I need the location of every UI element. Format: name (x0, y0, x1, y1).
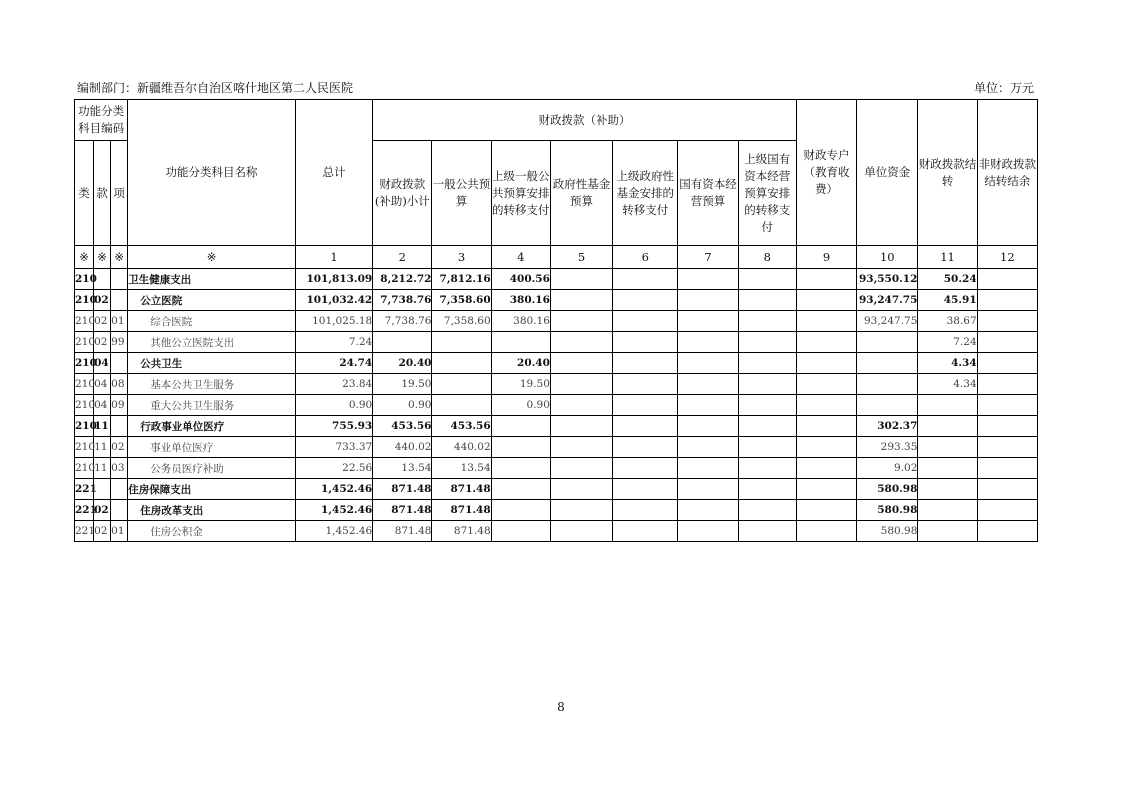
value-cell: 871.48 (373, 479, 432, 500)
fiscal-group-header: 财政拨款（补助） (373, 100, 797, 141)
value-cell (918, 458, 977, 479)
value-cell: 50.24 (918, 269, 977, 290)
kuan-cell: 02 (94, 311, 111, 332)
header-col-8: 上级国有资本经营预算安排的转移支付 (738, 141, 796, 246)
value-cell: 755.93 (295, 416, 372, 437)
value-cell: 580.98 (857, 479, 918, 500)
value-cell (613, 374, 678, 395)
kuan-cell: 04 (94, 395, 111, 416)
xiang-cell (111, 479, 128, 500)
xiang-cell: 99 (111, 332, 128, 353)
value-cell: 7,358.60 (432, 311, 491, 332)
item-name-cell: 基本公共卫生服务 (128, 374, 296, 395)
value-cell (738, 290, 796, 311)
xiang-cell: 03 (111, 458, 128, 479)
value-cell (678, 353, 738, 374)
value-cell: 101,032.42 (295, 290, 372, 311)
kuan-cell: 02 (94, 500, 111, 521)
index-cell: 3 (432, 246, 491, 269)
value-cell: 302.37 (857, 416, 918, 437)
name-header: 功能分类科目名称 (128, 100, 296, 246)
xiang-cell: 02 (111, 437, 128, 458)
value-cell (491, 437, 550, 458)
value-cell: 93,550.12 (857, 269, 918, 290)
value-cell (857, 332, 918, 353)
value-cell: 453.56 (373, 416, 432, 437)
value-cell: 7,358.60 (432, 290, 491, 311)
value-cell: 7.24 (295, 332, 372, 353)
kuan-cell: 04 (94, 353, 111, 374)
value-cell (738, 479, 796, 500)
value-cell (796, 521, 856, 542)
value-cell (550, 332, 612, 353)
kuan-cell: 02 (94, 521, 111, 542)
value-cell (491, 332, 550, 353)
value-cell (550, 500, 612, 521)
value-cell (678, 311, 738, 332)
lei-cell: 221 (75, 521, 94, 542)
value-cell (678, 458, 738, 479)
item-name-cell: 行政事业单位医疗 (128, 416, 296, 437)
value-cell (738, 395, 796, 416)
value-cell (796, 458, 856, 479)
value-cell (796, 290, 856, 311)
index-cell: ※ (94, 246, 111, 269)
index-cell: 5 (550, 246, 612, 269)
value-cell (977, 458, 1037, 479)
value-cell: 101,025.18 (295, 311, 372, 332)
value-cell (918, 395, 977, 416)
lei-cell: 210 (75, 458, 94, 479)
value-cell: 293.35 (857, 437, 918, 458)
item-name-cell: 综合医院 (128, 311, 296, 332)
lei-cell: 210 (75, 437, 94, 458)
unit-label: 单位：万元 (973, 81, 1034, 95)
value-cell (738, 374, 796, 395)
value-cell (977, 416, 1037, 437)
budget-table (74, 99, 1038, 542)
lei-header: 类 (75, 141, 94, 246)
value-cell (977, 311, 1037, 332)
table-body (75, 269, 1038, 542)
value-cell (678, 332, 738, 353)
value-cell: 4.34 (918, 374, 977, 395)
value-cell: 19.50 (373, 374, 432, 395)
value-cell (977, 395, 1037, 416)
value-cell (491, 416, 550, 437)
value-cell (613, 437, 678, 458)
value-cell (796, 416, 856, 437)
value-cell (918, 479, 977, 500)
kuan-header: 款 (94, 141, 111, 246)
header-col-2: 财政拨款(补助)小计 (373, 141, 432, 246)
item-name-cell: 其他公立医院支出 (128, 332, 296, 353)
index-cell: ※ (111, 246, 128, 269)
value-cell (550, 395, 612, 416)
value-cell: 453.56 (432, 416, 491, 437)
lei-cell: 210 (75, 395, 94, 416)
value-cell (977, 374, 1037, 395)
value-cell (613, 269, 678, 290)
value-cell: 0.90 (295, 395, 372, 416)
value-cell (678, 479, 738, 500)
item-name-cell: 公共卫生 (128, 353, 296, 374)
xiang-cell: 08 (111, 374, 128, 395)
table-row (75, 500, 1038, 521)
index-cell: 6 (613, 246, 678, 269)
value-cell (977, 521, 1037, 542)
value-cell: 380.16 (491, 311, 550, 332)
value-cell (796, 374, 856, 395)
value-cell: 93,247.75 (857, 311, 918, 332)
value-cell (977, 437, 1037, 458)
value-cell (918, 500, 977, 521)
lei-cell: 221 (75, 479, 94, 500)
header-col-5: 政府性基金预算 (550, 141, 612, 246)
header-col-10: 单位资金 (857, 100, 918, 246)
value-cell (550, 437, 612, 458)
kuan-cell: 11 (94, 416, 111, 437)
value-cell: 23.84 (295, 374, 372, 395)
value-cell (796, 479, 856, 500)
lei-cell: 210 (75, 374, 94, 395)
value-cell (491, 500, 550, 521)
value-cell (796, 437, 856, 458)
table-row (75, 332, 1038, 353)
kuan-cell: 11 (94, 458, 111, 479)
code-group-header: 功能分类科目编码 (75, 100, 128, 141)
value-cell (613, 290, 678, 311)
value-cell: 871.48 (432, 479, 491, 500)
value-cell (918, 521, 977, 542)
value-cell (550, 311, 612, 332)
value-cell: 871.48 (432, 521, 491, 542)
value-cell (796, 332, 856, 353)
value-cell (678, 521, 738, 542)
value-cell: 871.48 (373, 500, 432, 521)
value-cell: 1,452.46 (295, 479, 372, 500)
xiang-header: 项 (111, 141, 128, 246)
index-cell: 12 (977, 246, 1037, 269)
value-cell (738, 353, 796, 374)
value-cell (613, 395, 678, 416)
table-row (75, 269, 1038, 290)
value-cell (977, 353, 1037, 374)
value-cell: 7,738.76 (373, 311, 432, 332)
value-cell (796, 269, 856, 290)
table-row (75, 311, 1038, 332)
value-cell (977, 500, 1037, 521)
table-row (75, 353, 1038, 374)
item-name-cell: 卫生健康支出 (128, 269, 296, 290)
value-cell (918, 437, 977, 458)
index-cell: 10 (857, 246, 918, 269)
index-cell: 8 (738, 246, 796, 269)
value-cell (550, 479, 612, 500)
value-cell (491, 479, 550, 500)
header-col-12: 非财政拨款结转结余 (977, 100, 1037, 246)
value-cell (613, 311, 678, 332)
kuan-cell: 02 (94, 332, 111, 353)
value-cell (738, 437, 796, 458)
lei-cell: 210 (75, 290, 94, 311)
value-cell (613, 416, 678, 437)
value-cell: 9.02 (857, 458, 918, 479)
department-label: 编制部门：新疆维吾尔自治区喀什地区第二人民医院 (77, 81, 354, 95)
index-cell: 7 (678, 246, 738, 269)
item-name-cell: 住房改革支出 (128, 500, 296, 521)
value-cell: 45.91 (918, 290, 977, 311)
value-cell: 0.90 (491, 395, 550, 416)
lei-cell: 210 (75, 416, 94, 437)
value-cell (613, 458, 678, 479)
value-cell (678, 269, 738, 290)
value-cell (738, 458, 796, 479)
value-cell (678, 500, 738, 521)
value-cell (550, 290, 612, 311)
value-cell (613, 332, 678, 353)
index-cell: 11 (918, 246, 977, 269)
table-row (75, 290, 1038, 311)
value-cell: 13.54 (432, 458, 491, 479)
header-col-6: 上级政府性基金安排的转移支付 (613, 141, 678, 246)
value-cell: 400.56 (491, 269, 550, 290)
index-cell: ※ (75, 246, 94, 269)
kuan-cell: 04 (94, 374, 111, 395)
value-cell (738, 500, 796, 521)
value-cell (432, 332, 491, 353)
value-cell (918, 416, 977, 437)
value-cell: 380.16 (491, 290, 550, 311)
value-cell (738, 416, 796, 437)
value-cell (432, 374, 491, 395)
value-cell (491, 521, 550, 542)
value-cell: 93,247.75 (857, 290, 918, 311)
value-cell (857, 374, 918, 395)
lei-cell: 210 (75, 269, 94, 290)
kuan-cell: 02 (94, 290, 111, 311)
value-cell (613, 521, 678, 542)
value-cell (977, 269, 1037, 290)
value-cell: 7.24 (918, 332, 977, 353)
value-cell (678, 416, 738, 437)
table-row (75, 374, 1038, 395)
value-cell: 440.02 (373, 437, 432, 458)
lei-cell: 221 (75, 500, 94, 521)
value-cell (977, 479, 1037, 500)
value-cell (857, 395, 918, 416)
index-cell: 2 (373, 246, 432, 269)
value-cell: 13.54 (373, 458, 432, 479)
value-cell: 733.37 (295, 437, 372, 458)
header-col-7: 国有资本经营预算 (678, 141, 738, 246)
table-row (75, 437, 1038, 458)
value-cell: 4.34 (918, 353, 977, 374)
lei-cell: 210 (75, 311, 94, 332)
value-cell (613, 500, 678, 521)
value-cell (491, 458, 550, 479)
value-cell: 440.02 (432, 437, 491, 458)
value-cell (738, 269, 796, 290)
table-row (75, 479, 1038, 500)
xiang-cell: 09 (111, 395, 128, 416)
value-cell (857, 353, 918, 374)
value-cell (613, 479, 678, 500)
value-cell (796, 311, 856, 332)
header-col-11: 财政拨款结转 (918, 100, 977, 246)
table-row (75, 458, 1038, 479)
lei-cell: 210 (75, 353, 94, 374)
index-cell: 1 (295, 246, 372, 269)
value-cell: 101,813.09 (295, 269, 372, 290)
value-cell: 20.40 (491, 353, 550, 374)
table-row (75, 395, 1038, 416)
value-cell (738, 521, 796, 542)
value-cell (678, 395, 738, 416)
value-cell (550, 521, 612, 542)
item-name-cell: 事业单位医疗 (128, 437, 296, 458)
value-cell: 580.98 (857, 521, 918, 542)
value-cell (432, 395, 491, 416)
kuan-cell: 11 (94, 437, 111, 458)
value-cell (550, 353, 612, 374)
value-cell (678, 290, 738, 311)
value-cell: 22.56 (295, 458, 372, 479)
value-cell (796, 395, 856, 416)
value-cell: 7,738.76 (373, 290, 432, 311)
value-cell: 38.67 (918, 311, 977, 332)
table-row (75, 521, 1038, 542)
value-cell (550, 269, 612, 290)
value-cell (550, 416, 612, 437)
lei-cell: 210 (75, 332, 94, 353)
value-cell: 580.98 (857, 500, 918, 521)
value-cell (613, 353, 678, 374)
item-name-cell: 重大公共卫生服务 (128, 395, 296, 416)
value-cell (977, 332, 1037, 353)
value-cell (796, 500, 856, 521)
index-cell: 4 (491, 246, 550, 269)
index-cell: ※ (128, 246, 296, 269)
item-name-cell: 公立医院 (128, 290, 296, 311)
value-cell (432, 353, 491, 374)
table-row (75, 416, 1038, 437)
value-cell (796, 353, 856, 374)
value-cell (738, 311, 796, 332)
value-cell (550, 374, 612, 395)
value-cell (550, 458, 612, 479)
value-cell (678, 437, 738, 458)
xiang-cell (111, 290, 128, 311)
xiang-cell: 01 (111, 311, 128, 332)
value-cell (977, 290, 1037, 311)
value-cell: 8,212.72 (373, 269, 432, 290)
xiang-cell (111, 353, 128, 374)
xiang-cell (111, 500, 128, 521)
value-cell (678, 374, 738, 395)
value-cell: 0.90 (373, 395, 432, 416)
xiang-cell (111, 269, 128, 290)
header-col-4: 上级一般公共预算安排的转移支付 (491, 141, 550, 246)
header-col-9: 财政专户（教育收费） (796, 100, 856, 246)
page-number: 8 (557, 700, 565, 714)
total-header: 总计 (295, 100, 372, 246)
value-cell (738, 332, 796, 353)
value-cell: 7,812.16 (432, 269, 491, 290)
header-col-3: 一般公共预算 (432, 141, 491, 246)
item-name-cell: 公务员医疗补助 (128, 458, 296, 479)
value-cell: 20.40 (373, 353, 432, 374)
value-cell: 871.48 (373, 521, 432, 542)
index-cell: 9 (796, 246, 856, 269)
item-name-cell: 住房保障支出 (128, 479, 296, 500)
value-cell: 1,452.46 (295, 521, 372, 542)
value-cell: 19.50 (491, 374, 550, 395)
item-name-cell: 住房公积金 (128, 521, 296, 542)
value-cell (373, 332, 432, 353)
value-cell: 871.48 (432, 500, 491, 521)
value-cell: 24.74 (295, 353, 372, 374)
value-cell: 1,452.46 (295, 500, 372, 521)
xiang-cell (111, 416, 128, 437)
xiang-cell: 01 (111, 521, 128, 542)
